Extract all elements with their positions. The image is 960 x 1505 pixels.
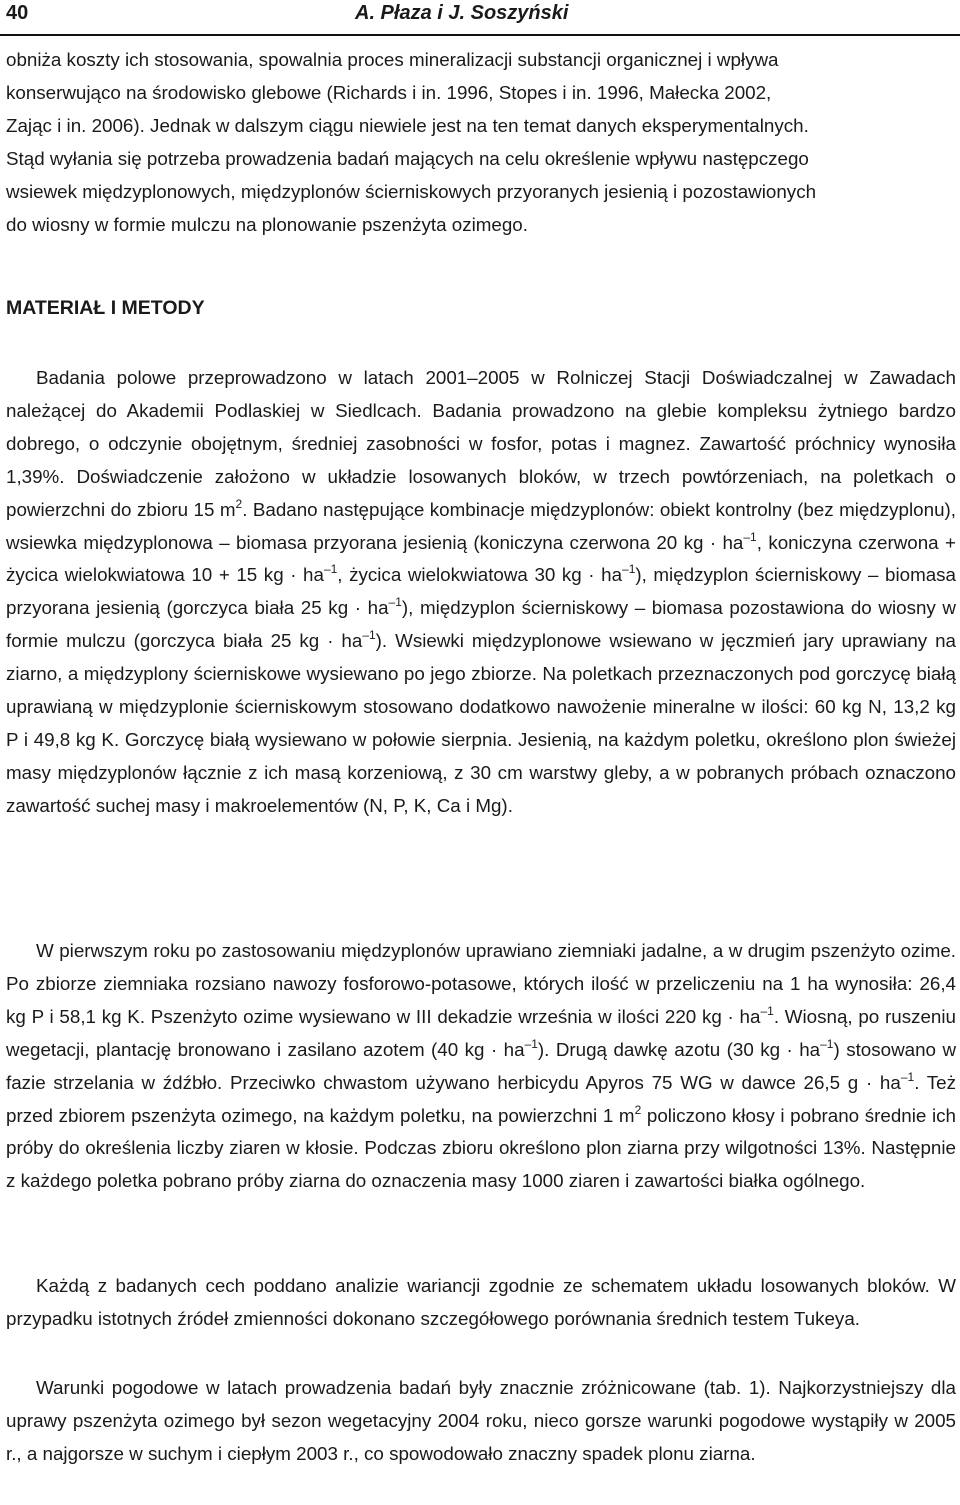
superscript: –1 <box>900 1069 915 1084</box>
superscript: 2 <box>634 1102 642 1117</box>
paragraph-text: . Badano następujące kombinacje międzyplonów: obiekt kontrolny (bez międzyplonu), wsiewka międzyplonowa – biomasa przyorana jesienią (koniczyna czerwona 20 kg · ha <box>6 498 956 553</box>
paragraph-text: , koniczyna czerwona + życica wielokwiatowa 10 + 15 kg · ha <box>6 531 956 586</box>
methods-paragraph <box>6 362 956 823</box>
crop-paragraph <box>6 935 956 1198</box>
superscript: –1 <box>820 1036 834 1051</box>
superscript: –1 <box>388 595 402 610</box>
superscript: –1 <box>743 529 757 544</box>
running-header <box>0 0 960 36</box>
running-header-authors: A. Płaza i J. Soszyński <box>355 2 569 24</box>
statistics-paragraph: Każdą z badanych cech poddano analizie wariancji zgodnie ze schematem układu losowanych bloków. W przypadku istotnych źródeł zmienności dokonano szczegółowego porównania średnich testem Tukeya. <box>6 1275 956 1329</box>
paragraph-text: W pierwszym roku po zastosowaniu międzyplonów uprawiano ziemniaki jadalne, a w drugim pszenżyto ozime. Po zbiorze ziemniaka rozsiano nawozy fosforowo-potasowe, których ilość w przeliczeniu na 1 ha wynosiła: 26,4 kg P i 58,1 kg K. Pszenżyto ozime wysiewano w III dekadzie września w ilości 220 kg · ha <box>6 940 956 1027</box>
paragraph-text: ) stosowano w fazie strzelania w źdźbło. Przeciwko chwastom używano herbicydu Apyros 75 WG w dawce 26,5 g · ha <box>6 1038 957 1093</box>
superscript: –1 <box>362 628 376 643</box>
page-number: 40 <box>6 2 29 24</box>
superscript: –1 <box>760 1003 774 1018</box>
text-line: do wiosny w formie mulczu na plonowanie pszenżyta ozimego. <box>6 213 528 235</box>
superscript: –1 <box>524 1036 538 1051</box>
paragraph-text: ), międzyplon ścierniskowy – biomasa przyorana jesienią (gorczyca biała 25 kg · ha <box>6 564 956 619</box>
superscript: –1 <box>622 562 636 577</box>
text-line: obniża koszty ich stosowania, spowalnia proces mineralizacji substancji organicznej i wpływa <box>6 49 779 70</box>
paragraph-text: policzono kłosy i pobrano średnie ich próby do określenia liczby ziaren w kłosie. Podczas zbioru określono plon ziarna przy wilgotności 13%. Następnie z każdego poletka pobrano próby ziarna do oznaczenia masy 1000 ziaren i zawartości białka ogólnego. <box>6 1104 957 1192</box>
text-line: Zając i in. 2006). Jednak w dalszym ciągu niewiele jest na ten temat danych eksperymentalnych. <box>6 114 809 136</box>
paragraph-text: ), międzyplon ścierniskowy – biomasa pozostawiona do wiosny w formie mulczu (gorczyca biała 25 kg · ha <box>6 597 956 652</box>
superscript: 2 <box>235 496 243 511</box>
text-line: wsiewek międzyplonowych, międzyplonów ścierniskowych przyoranych jesienią i pozostawionych <box>6 180 817 202</box>
weather-paragraph: Warunki pogodowe w latach prowadzenia badań były znacznie zróżnicowane (tab. 1). Najkorzystniejszy dla uprawy pszenżyta ozimego był sezon wegetacyjny 2004 roku, nieco gorsze warunki pogodowe wystąpiły w 2005 r., a najgorsze w suchym i ciepłym 2003 r., co spowodowało znaczny spadek plonu ziarna. <box>6 1377 956 1464</box>
text-line: Stąd wyłania się potrzeba prowadzenia badań mających na celu określenie wpływu następczego <box>6 147 809 169</box>
paragraph-text: . Też przed zbiorem pszenżyta ozimego, na każdym poletku, na powierzchni 1 m <box>6 1071 957 1126</box>
paragraph-text: , życica wielokwiatowa 30 kg · ha <box>337 564 623 586</box>
paragraph-text: ). Wsiewki międzyplonowe wsiewano w jęczmień jary uprawiany na ziarno, a międzyplony ścierniskowe wysiewano po jego zbiorze. Na poletkach przeznaczonych pod gorczycę białą uprawianą w międzyplonie ścierniskowym stosowano dodatkowo nawożenie mineralne w ilości: 60 kg N, 13,2 kg P i 49,8 kg K. Gorczycę białą wysiewano w połowie sierpnia. Jesienią, na każdym poletku, określono plon świeżej masy międzyplonów łącznie z ich masą korzeniową, z 30 cm warstwy gleby, a w pobranych próbach oznaczono zawartość suchej masy i makroelementów (N, P, K, Ca i Mg). <box>6 630 956 816</box>
paragraph-text: Badania polowe przeprowadzono w latach 2001–2005 w Rolniczej Stacji Doświadczalnej w Zawadach należącej do Akademii Podlaskiej w Siedlcach. Badania prowadzono na glebie kompleksu żytniego bardzo dobrego, o odczynie obojętnym, średniej zasobności w fosfor, potas i magnez. Zawartość próchnicy wynosiła 1,39%. Doświadczenie założono w układzie losowanych bloków, w trzech powtórzeniach, na poletkach o powierzchni do zbioru 15 m <box>6 367 956 520</box>
text-line: konserwująco na środowisko glebowe (Richards i in. 1996, Stopes i in. 1996, Małecka 2002, <box>6 81 772 103</box>
section-heading: MATERIAŁ I METODY <box>6 297 205 319</box>
paragraph-text: . Wiosną, po ruszeniu wegetacji, plantację bronowano i zasilano azotem (40 kg · ha <box>6 1005 956 1060</box>
superscript: –1 <box>323 562 338 577</box>
paragraph-text: ). Drugą dawkę azotu (30 kg · ha <box>537 1038 821 1060</box>
intro-paragraph <box>6 44 960 241</box>
